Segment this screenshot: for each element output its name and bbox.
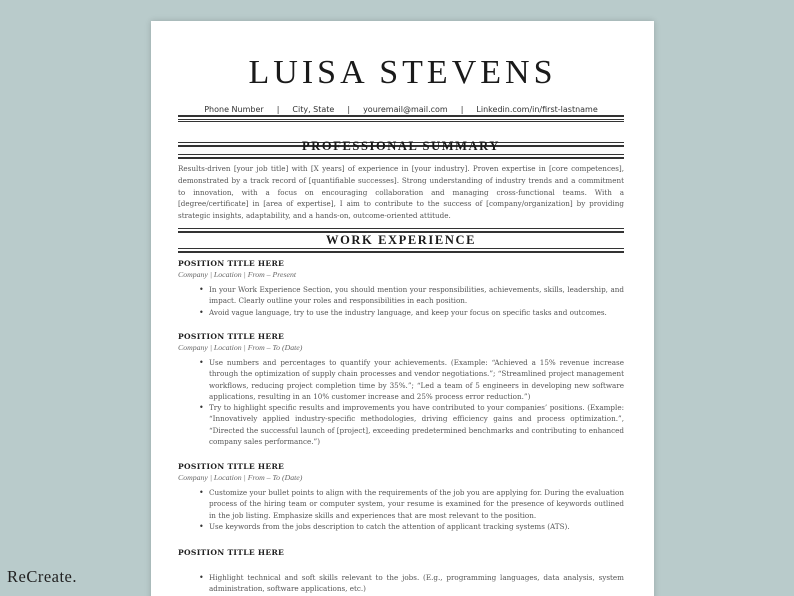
contact-separator: | bbox=[460, 105, 464, 114]
job-title: POSITION TITLE HERE bbox=[178, 548, 285, 557]
job-bullet: • Use numbers and percentages to quantify your achievements. (Example: “Achieved a 15% revenue increase through the optimization of supply chain processes and vendor negotiations.”; “Streamlined project management workflows, reducing project completion time by 35%.”; “Led a team of 5 engineers in developing new software applications, resulting in an 10% customer increase and 25% process error reduction.”) bbox=[209, 357, 624, 402]
header-rule bbox=[178, 115, 624, 117]
job-entry bbox=[178, 462, 624, 532]
contact-rule bbox=[178, 121, 624, 122]
section-rule bbox=[178, 248, 624, 249]
contact-separator: | bbox=[276, 105, 280, 114]
experience-heading: WORK EXPERIENCE bbox=[325, 233, 477, 247]
job-entry bbox=[178, 332, 624, 447]
section-rule bbox=[178, 228, 624, 229]
job-entry bbox=[178, 548, 624, 595]
job-bullets bbox=[178, 284, 624, 318]
job-title: POSITION TITLE HERE bbox=[178, 332, 285, 341]
job-subtitle: Company | Location | From – Present bbox=[178, 270, 297, 279]
job-bullet: • Try to highlight specific results and improvements you have contributed to your companies’ positions. (Example: “Innovatively applied industry-specific methodologies, driving efficiency gains and process optimization.”, “Directed the successful launch of [project], exceeding predetermined benchmarks and contributing to enhanced company sales performance.”) bbox=[209, 402, 624, 447]
resume-page bbox=[151, 21, 654, 596]
job-subtitle: Company | Location | From – To (Date) bbox=[178, 343, 303, 352]
contact-location: City, State bbox=[292, 105, 335, 114]
job-subtitle: Company | Location | From – To (Date) bbox=[178, 473, 303, 482]
contact-email: youremail@mail.com bbox=[363, 105, 448, 114]
job-title: POSITION TITLE HERE bbox=[178, 462, 285, 471]
summary-heading: PROFESSIONAL SUMMARY bbox=[302, 139, 500, 153]
section-rule bbox=[178, 157, 624, 159]
job-bullet: • In your Work Experience Section, you should mention your responsibilities, achievements, skills, leadership, and impact. Clearly outline your roles and responsibilities in each position. bbox=[209, 284, 624, 307]
job-entry bbox=[178, 259, 624, 318]
section-rule bbox=[178, 154, 624, 155]
job-title: POSITION TITLE HERE bbox=[178, 259, 285, 268]
job-bullets bbox=[178, 487, 624, 532]
job-bullet: • Highlight technical and soft skills relevant to the jobs. (E.g., programming languages, data analysis, system administration, software applications, etc.) bbox=[209, 572, 624, 595]
contact-line bbox=[178, 105, 624, 114]
job-bullet: • Use keywords from the jobs description to catch the attention of applicant tracking systems (ATS). bbox=[209, 521, 624, 532]
contact-separator: | bbox=[347, 105, 351, 114]
job-bullets bbox=[178, 357, 624, 447]
section-rule bbox=[178, 251, 624, 253]
header-rule bbox=[178, 119, 624, 120]
brand-logo: ReCreate. bbox=[7, 567, 78, 586]
contact-linkedin: Linkedin.com/in/first-lastname bbox=[476, 105, 598, 114]
resume-name: LUISA STEVENS bbox=[248, 54, 557, 91]
job-bullets bbox=[178, 572, 624, 595]
contact-phone: Phone Number bbox=[204, 105, 264, 114]
job-bullet: • Avoid vague language, try to use the industry language, and keep your focus on specific tasks and outcomes. bbox=[209, 307, 624, 318]
summary-text: Results-driven [your job title] with [X years] of experience in [your industry]. Proven expertise in [core competences], demonstrated by a track record of [quantifiable successes]. Strong understanding of industry trends and a commitment to innovation, with a focus on encouraging collaboration and managing cross-functional teams. With a [degree/certificate] in [area of expertise], I aim to contribute to the success of [company/organization] by providing strategic insights, adaptability, and a hands-on, outcome-oriented attitude. bbox=[178, 164, 624, 221]
job-bullet: • Customize your bullet points to align with the requirements of the job you are applying for. During the evaluation process of the hiring team or computer system, your resume is examined for the presence of keywords outlined in the job listing. Emphasize skills and experiences that are most relevant to the position. bbox=[209, 487, 624, 521]
